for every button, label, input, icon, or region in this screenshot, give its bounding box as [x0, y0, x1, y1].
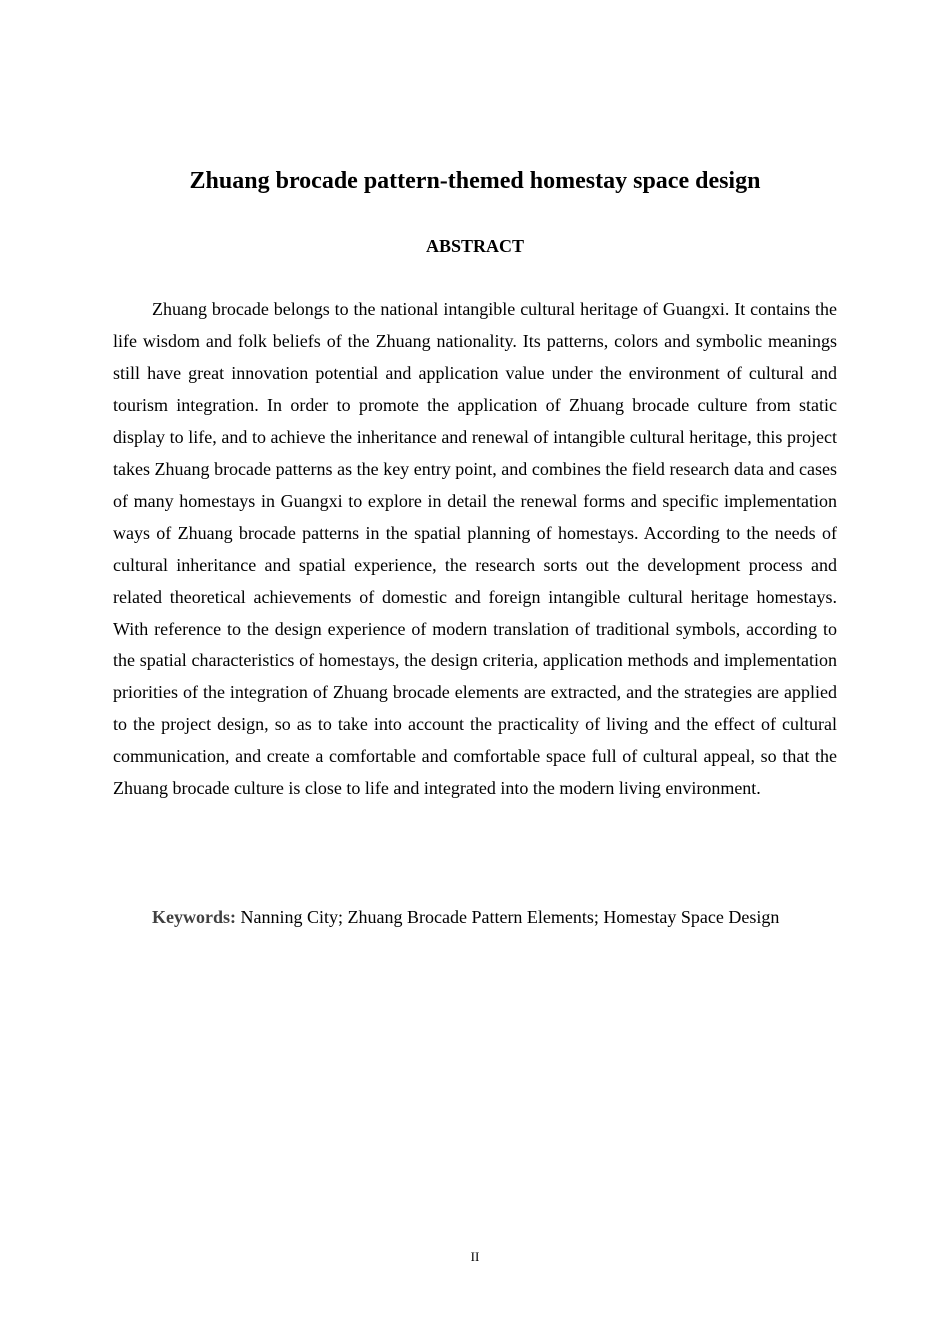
keywords-text: Nanning City; Zhuang Brocade Pattern Elements; Homestay Space Design: [236, 907, 780, 927]
document-title: Zhuang brocade pattern-themed homestay space design: [189, 168, 761, 194]
keywords-line: [152, 903, 852, 931]
page-number: II: [470, 1249, 480, 1264]
abstract-paragraph: Zhuang brocade belongs to the national intangible cultural heritage of Guangxi. It contains the life wisdom and folk beliefs of the Zhuang nationality. Its patterns, colors and symbolic meanings still have great innovation potential and application value under the environment of cultural and tourism integration. In order to promote the application of Zhuang brocade culture from static display to life, and to achieve the inheritance and renewal of intangible cultural heritage, this project takes Zhuang brocade patterns as the key entry point, and combines the field research data and cases of many homestays in Guangxi to explore in detail the renewal forms and specific implementation ways of Zhuang brocade patterns in the spatial planning of homestays. According to the needs of cultural inheritance and spatial experience, the research sorts out the development process and related theoretical achievements of domestic and foreign intangible cultural heritage homestays. With reference to the design experience of modern translation of traditional symbols, according to the spatial characteristics of homestays, the design criteria, application methods and implementation priorities of the integration of Zhuang brocade elements are extracted, and the strategies are applied to the project design, so as to take into account the practicality of living and the effect of cultural communication, and create a comfortable and comfortable space full of cultural appeal, so that the Zhuang brocade culture is close to life and integrated into the modern living environment.: [113, 299, 837, 799]
abstract-heading: ABSTRACT: [425, 236, 525, 256]
keywords-label: Keywords:: [152, 907, 236, 927]
